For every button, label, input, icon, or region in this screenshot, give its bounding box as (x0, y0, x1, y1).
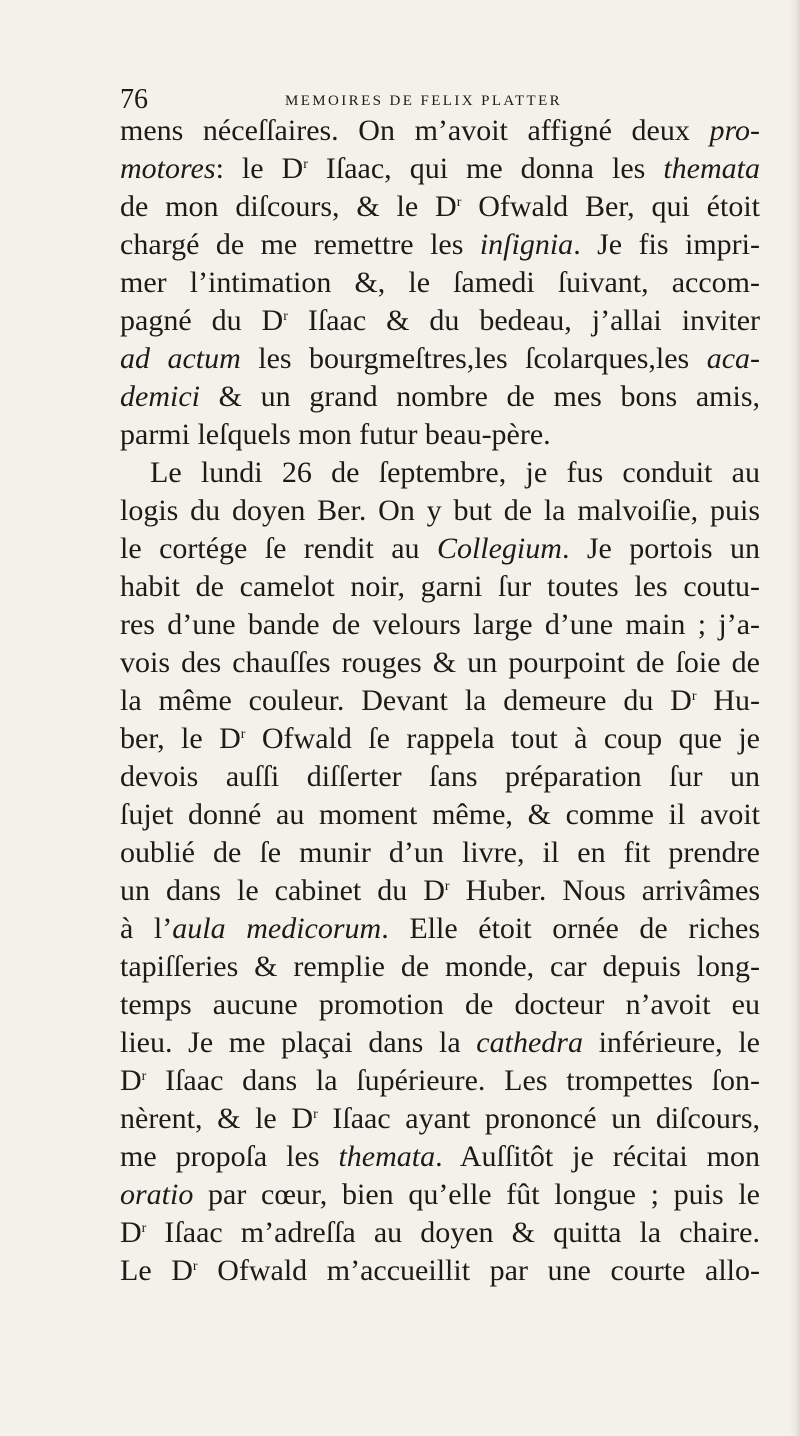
superscript: r (192, 1259, 198, 1274)
text-line (120, 1024, 760, 1062)
text-segment: Iſaac dans la ſupérieure. Les trompettes ſon- (146, 1064, 760, 1097)
text-line (120, 682, 760, 720)
text-segment: temps aucune promotion de docteur n’avoit eu (120, 988, 760, 1021)
text-segment: Iſaac & du bedeau, j’allai inviter (287, 304, 761, 337)
text-segment: ber, le D (120, 722, 241, 755)
text-segment: Huber. Nous arrivâmes (449, 874, 760, 907)
text-line (120, 910, 760, 948)
text-segment: : le D (215, 152, 304, 185)
text-line (120, 264, 760, 302)
text-line (120, 492, 760, 530)
text-segment: parmi leſquels mon futur beau-père. (120, 418, 551, 451)
text-segment: vois des chauſſes rouges & un pourpoint de ſoie de (120, 646, 760, 679)
text-segment: chargé de me remettre les (120, 228, 480, 261)
text-line (120, 378, 760, 416)
text-line (120, 758, 760, 796)
text-segment: les bourgmeſtres,les ſcolarques,les (240, 342, 707, 375)
text-segment: oublié de ſe munir d’un livre, il en fit prendre (120, 836, 760, 869)
text-line (120, 948, 760, 986)
text-segment: nèrent, & le D (120, 1102, 314, 1135)
text-line (120, 530, 760, 568)
italic-text: aca- (706, 342, 760, 375)
text-segment: me propoſa les (120, 1140, 339, 1173)
superscript: r (691, 689, 697, 704)
superscript: r (283, 309, 288, 324)
text-segment: D (120, 1064, 142, 1097)
superscript: r (313, 1107, 318, 1122)
text-segment: . Je fis impri- (573, 228, 760, 261)
text-segment: Ofwald Ber, qui étoit (461, 190, 760, 223)
text-segment: le cortége ſe rendit au (120, 532, 437, 565)
text-line (120, 226, 760, 264)
text-segment: tapiſſeries & remplie de monde, car depuis long- (120, 950, 760, 983)
text-segment: Ofwald m’accueillit par une courte allo- (197, 1254, 760, 1287)
text-segment: Le D (120, 1254, 193, 1287)
text-segment: devois auſſi diſſerter ſans préparation ſur un (120, 760, 760, 793)
text-segment: Iſaac ayant prononcé un diſcours, (317, 1102, 760, 1135)
italic-text: pro- (709, 114, 760, 147)
text-segment: & un grand nombre de mes bons amis, (199, 380, 760, 413)
superscript: r (141, 1221, 147, 1236)
italic-text: themata (663, 152, 760, 185)
text-line (120, 150, 760, 188)
text-line (120, 188, 760, 226)
text-line (120, 454, 760, 492)
text-line (120, 644, 760, 682)
italic-text: demici (120, 380, 200, 413)
superscript: r (303, 157, 308, 172)
text-line (120, 1252, 760, 1290)
text-line (120, 986, 760, 1024)
text-line (120, 416, 760, 454)
italic-text: oratio (120, 1178, 194, 1211)
text-segment: . Elle étoit ornée de riches (381, 912, 761, 945)
superscript: r (240, 727, 246, 742)
text-segment: de mon diſcours, & le D (120, 190, 457, 223)
text-segment: ſujet donné au moment même, & comme il avoit (120, 798, 760, 831)
text-segment: inférieure, le (582, 1026, 760, 1059)
superscript: r (141, 1069, 147, 1084)
text-segment: . Je portois un (561, 532, 760, 565)
italic-text: Collegium (436, 532, 562, 565)
text-segment: Hu- (696, 684, 760, 717)
text-line (120, 112, 760, 150)
running-head: MEMOIRES DE FELIX PLATTER (285, 93, 563, 109)
text-segment: Iſaac m’adreſſa au doyen & quitta la chaire. (146, 1216, 760, 1249)
text-line (120, 1062, 760, 1100)
text-segment: un dans le cabinet du D (120, 874, 445, 907)
text-segment: lieu. Je me plaçai dans la (120, 1026, 477, 1059)
text-segment: logis du doyen Ber. On y but de la malvoiſie, puis (120, 494, 760, 527)
italic-text: ad actum (120, 342, 241, 375)
text-line (120, 302, 760, 340)
text-line (120, 1214, 760, 1252)
italic-text: motores (120, 152, 216, 185)
text-segment: pagné du D (120, 304, 284, 337)
text-segment: Le lundi 26 de ſeptembre, je fus conduit au (150, 456, 760, 489)
page-number: 76 (120, 84, 148, 115)
text-line (120, 720, 760, 758)
italic-text: aula medicorum (172, 912, 382, 945)
text-segment: la même couleur. Devant la demeure du D (120, 684, 692, 717)
superscript: r (444, 879, 450, 894)
text-segment: Ofwald ſe rappela tout à coup que je (245, 722, 760, 755)
superscript: r (456, 195, 462, 210)
text-line (120, 834, 760, 872)
text-line (120, 568, 760, 606)
text-segment: habit de camelot noir, garni ſur toutes les coutu- (120, 570, 760, 603)
text-segment: . Auſſitôt je récitai mon (435, 1140, 760, 1173)
text-segment: à l’ (120, 912, 173, 945)
text-segment: res d’une bande de velours large d’une main ; j’a- (120, 608, 760, 641)
body-text (120, 112, 760, 1290)
italic-text: themata (338, 1140, 436, 1173)
text-segment: par cœur, bien qu’elle fût longue ; puis le (193, 1178, 760, 1211)
text-line (120, 1176, 760, 1214)
text-line (120, 340, 760, 378)
text-segment: Iſaac, qui me donna les (307, 152, 664, 185)
text-line (120, 606, 760, 644)
page-edge-shadow (790, 0, 800, 1436)
italic-text: inſignia (479, 228, 574, 261)
text-line (120, 872, 760, 910)
text-segment: D (120, 1216, 142, 1249)
text-segment: mens néceſſaires. On m’avoit affigné deux (120, 114, 710, 147)
text-line (120, 1138, 760, 1176)
text-line (120, 796, 760, 834)
italic-text: cathedra (476, 1026, 583, 1059)
text-segment: mer l’intimation &, le ſamedi ſuivant, accom- (120, 266, 760, 299)
text-line (120, 1100, 760, 1138)
